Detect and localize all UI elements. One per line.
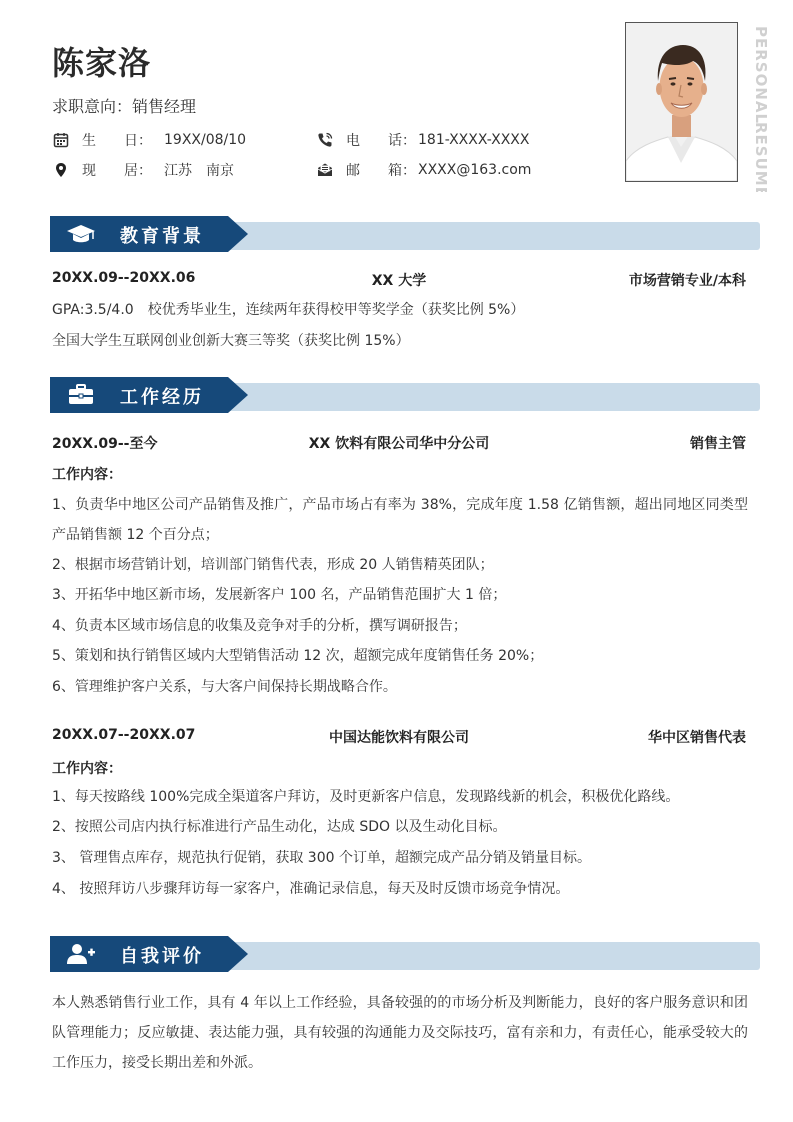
- birth-label: 生 日：: [82, 133, 152, 149]
- phone-label: 电 话：: [346, 133, 416, 149]
- job-item: 4、 按照拜访八步骤拜访每一家客户，准确记录信息，每天及时反馈市场竞争情况。: [52, 881, 570, 897]
- education-title: 教育背景: [120, 226, 204, 247]
- envelope-icon: [316, 161, 334, 179]
- profile-photo: [625, 22, 738, 182]
- job-header: [52, 727, 746, 747]
- education-period: 20XX.09--20XX.06: [52, 270, 196, 286]
- side-word-personal: PERSONAL: [752, 26, 770, 125]
- side-word-resume: RESUME: [752, 122, 770, 192]
- job-item: 2、按照公司店内执行标准进行产品生动化，达成 SDO 以及生动化目标。: [52, 819, 507, 835]
- graduation-cap-icon: [66, 222, 96, 246]
- phone-row: [316, 130, 529, 150]
- residence-value: 江苏 南京: [164, 163, 234, 179]
- phone-value: 181-XXXX-XXXX: [418, 132, 530, 148]
- job-intent: 求职意向：销售经理: [52, 97, 197, 116]
- user-plus-icon: [66, 942, 96, 966]
- education-school: XX 大学: [371, 273, 427, 289]
- job-company: 中国达能饮料有限公司: [329, 730, 469, 746]
- education-line: 全国大学生互联网创业创新大赛三等奖（获奖比例 15%）: [52, 333, 410, 349]
- personal-resume-vertical-text: [742, 22, 782, 192]
- birth-value: 19XX/08/10: [164, 132, 247, 148]
- location-pin-icon: [52, 161, 70, 179]
- self-evaluation-title: 自我评价: [120, 946, 204, 967]
- job-item: 1、每天按路线 100%完成全渠道客户拜访，及时更新客户信息，发现路线新的机会，积极优化路线。: [52, 789, 680, 805]
- self-evaluation-text: 本人熟悉销售行业工作，具有 4 年以上工作经验，具备较强的的市场分析及判断能力，良好的客户服务意识和团队管理能力；反应敏捷、表达能力强，具有较强的沟通能力及交际技巧，富有亲和力，有责任心，能承受较大的工作压力，接受长期出差和外派。: [52, 995, 748, 1071]
- job-item: 2、根据市场营销计划，培训部门销售代表，形成 20 人销售精英团队；: [52, 557, 494, 573]
- job-content-label: 工作内容：: [52, 467, 122, 483]
- work-title: 工作经历: [120, 387, 204, 408]
- job-item: 1、负责华中地区公司产品销售及推广，产品市场占有率为 38%，完成年度 1.58 亿销售额，超出同地区同类型产品销售额 12 个百分点；: [52, 497, 748, 543]
- education-major: 市场营销专业/本科: [628, 273, 746, 289]
- job-item: 6、管理维护客户关系，与大客户间保持长期战略合作。: [52, 679, 397, 695]
- job-role: 华中区销售代表: [648, 730, 746, 746]
- work-section-header: [50, 377, 760, 413]
- residence-label: 现 居：: [82, 163, 152, 179]
- job-item: 3、 管理售点库存，规范执行促销，获取 300 个订单，超额完成产品分销及销量目标。: [52, 850, 591, 866]
- job-content-label: 工作内容：: [52, 761, 122, 777]
- job-header: [52, 433, 746, 453]
- birth-row: [52, 130, 246, 150]
- email-label: 邮 箱：: [346, 163, 416, 179]
- briefcase-icon: [66, 383, 96, 407]
- job-period: 20XX.07--20XX.07: [52, 727, 196, 743]
- self-evaluation-section-header: [50, 936, 760, 972]
- job-period: 20XX.09--至今: [52, 436, 158, 452]
- job-item: 4、负责本区域市场信息的收集及竞争对手的分析，撰写调研报告；: [52, 618, 467, 634]
- email-row: [316, 160, 531, 180]
- job-item: 5、策划和执行销售区域内大型销售活动 12 次，超额完成年度销售任务 20%；: [52, 648, 544, 664]
- job-item: 3、开拓华中地区新市场，发展新客户 100 名，产品销售范围扩大 1 倍；: [52, 587, 507, 603]
- email-value: XXXX@163.com: [418, 162, 532, 178]
- job-role: 销售主管: [690, 436, 746, 452]
- residence-row: [52, 160, 234, 180]
- education-entry-header: [52, 270, 746, 290]
- candidate-name: 陈家洛: [52, 44, 152, 82]
- calendar-icon: [52, 131, 70, 149]
- education-section-header: [50, 216, 760, 252]
- phone-icon: [316, 131, 334, 149]
- education-line: GPA:3.5/4.0 校优秀毕业生，连续两年获得校甲等奖学金（获奖比例 5%）: [52, 302, 525, 318]
- job-company: XX 饮料有限公司华中分公司: [308, 436, 490, 452]
